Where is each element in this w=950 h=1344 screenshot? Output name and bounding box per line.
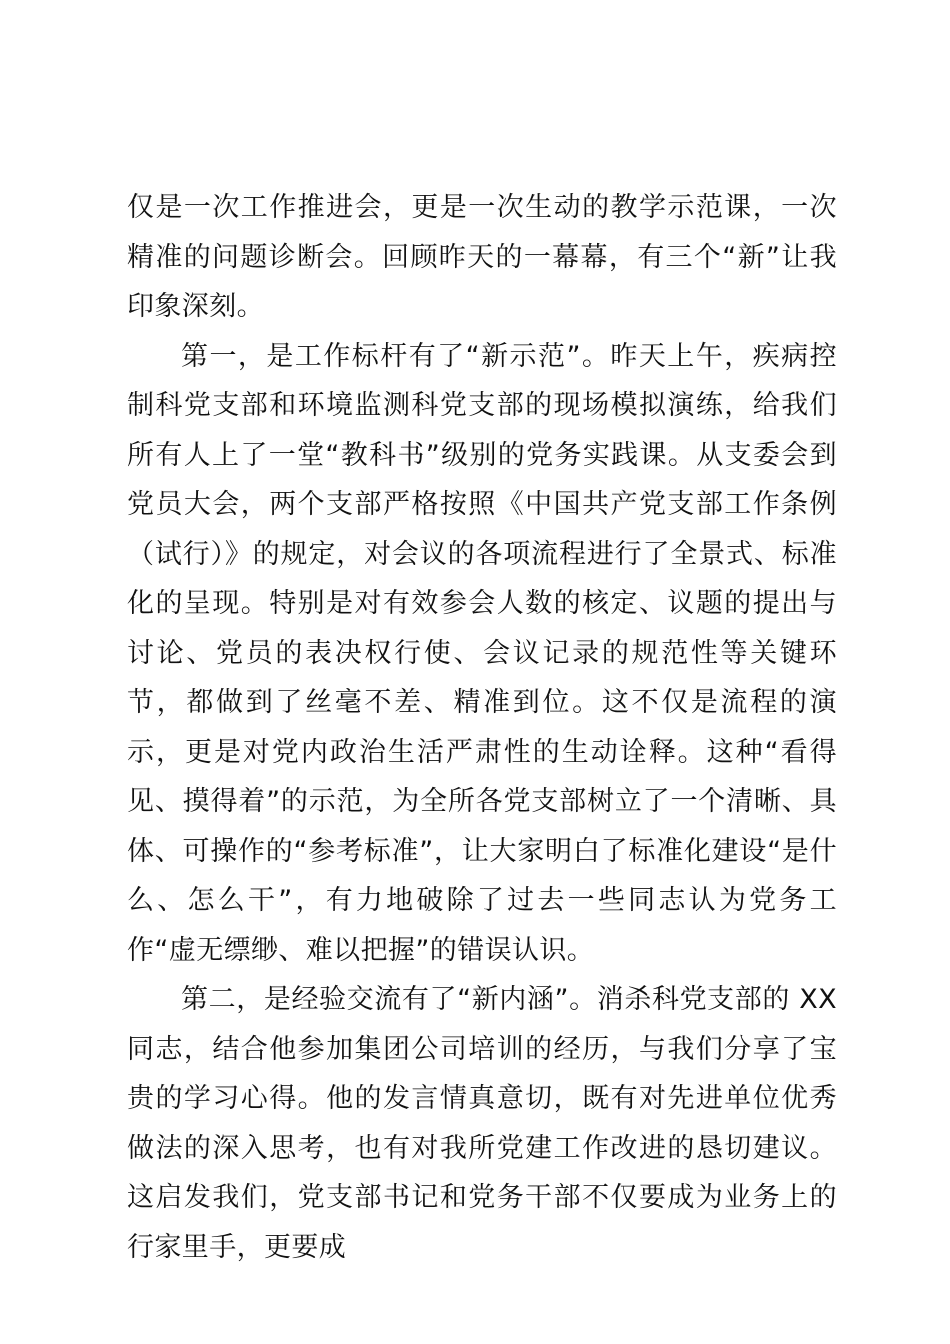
paragraph-second-point: 第二，是经验交流有了“新内涵”。消杀科党支部的 XX 同志，结合他参加集团公司培训的经历，与我们分享了宝贵的学习心得。他的发言情真意切，既有对先进单位优秀做法的深入思考，也有对我所党建工作改进的恳切建议。这启发我们，党支部书记和党务干部不仅要成为业务上的行家里手，更要成 (127, 984, 837, 1263)
paragraph-continuation: 仅是一次工作推进会，更是一次生动的教学示范课，一次精准的问题诊断会。回顾昨天的一幕幕，有三个“新”让我印象深刻。 (127, 192, 837, 322)
paragraph-first-point: 第一，是工作标杆有了“新示范”。昨天上午，疾病控制科党支部和环境监测科党支部的现场模拟演练，给我们所有人上了一堂“教科书”级别的党务实践课。从支委会到党员大会，两个支部严格按照《中国共产党支部工作条例（试行）》的规定，对会议的各项流程进行了全景式、标准化的呈现。特别是对有效参会人数的核定、议题的提出与讨论、党员的表决权行使、会议记录的规范性等关键环节，都做到了丝毫不差、精准到位。这不仅是流程的演示，更是对党内政治生活严肃性的生动诠释。这种“看得见、摸得着”的示范，为全所各党支部树立了一个清晰、具体、可操作的“参考标准”，让大家明白了标准化建设“是什么、怎么干”，有力地破除了过去一些同志认为党务工作“虚无缥缈、难以把握”的错误认识。 (127, 340, 837, 966)
document-body (127, 183, 837, 1272)
